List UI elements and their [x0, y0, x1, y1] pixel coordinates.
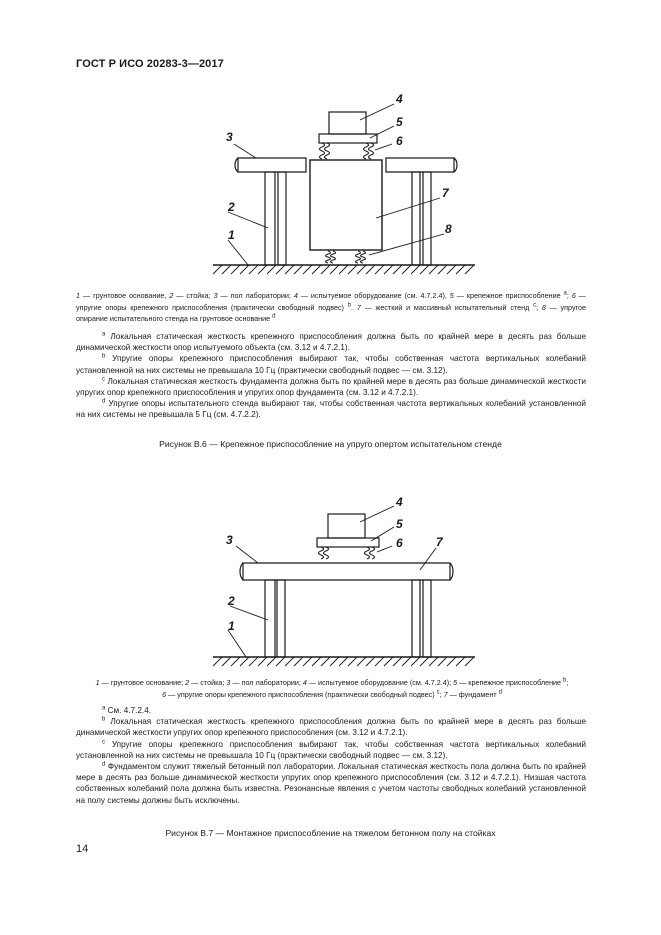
figure-note: $^b$ Упругие опоры крепежного приспособления выбирают так, чтобы собственная частота вертикальных колебаний установленной на них системы не превышала 10 Гц (практически свободный подвес — см. 3.12). [76, 353, 586, 375]
fig6-label-6: 6 [396, 134, 403, 148]
fig6-label-4: 4 [396, 92, 403, 106]
ground-hatch-line [402, 657, 411, 666]
legend-footnote-mark: d [498, 689, 502, 696]
figure-b6-caption: Рисунок В.6 — Крепежное приспособление на упруго опертом испытательном стенде [159, 439, 502, 449]
fig6-label-2: 2 [228, 200, 235, 214]
legend-footnote-mark: c [533, 302, 537, 309]
legend-item-number: 7 [443, 689, 448, 699]
ground-hatch-line [438, 657, 447, 666]
ground-hatch-line [312, 265, 321, 274]
ground-hatch-line [411, 657, 420, 666]
ground-hatch-line [240, 265, 249, 274]
legend-item-number: 6 [571, 291, 576, 300]
note-footnote-mark: d [102, 761, 106, 768]
ground-hatch-line [285, 657, 294, 666]
fig7-label-2: 2 [228, 594, 235, 608]
ground-hatch-line [447, 657, 456, 666]
fig6-label-8: 8 [445, 222, 452, 236]
legend-item-number: 1 [95, 678, 100, 687]
legend-footnote-mark: b [347, 302, 352, 309]
note-footnote-mark: a [102, 331, 106, 338]
fig6-label-1: 1 [228, 228, 235, 242]
ground-hatch-line [447, 265, 456, 274]
ground-hatch-line [456, 657, 465, 666]
legend-item-number: 7 [356, 302, 361, 312]
ground-hatch-line [438, 265, 447, 274]
figure-b7-legend: 1 — грунтовое основание; 2 — стойка; 3 — пол лаборатории; 4 — испытуемое оборудование (см. 4.7.2.4); 5 — крепежное приспособление $^b$; 6 — упругие опоры крепежного приспособления (практически свободный подвес) $^c$; 7 — фундамент $^d$ [95, 677, 569, 699]
ground-hatch-line [321, 265, 330, 274]
legend-item-number: 1 [76, 291, 80, 300]
legend-footnote-mark: b [563, 677, 567, 684]
legend-item-number: 5 [449, 291, 454, 300]
ground-hatch-line [348, 265, 357, 274]
note-footnote-mark: b [102, 353, 106, 360]
ground-hatch-line [258, 657, 267, 666]
ground-hatch-line [420, 657, 429, 666]
legend-item-number: 4 [302, 678, 307, 687]
ground-hatch-line [357, 657, 366, 666]
fig7-label-6: 6 [396, 536, 403, 550]
ground-hatch-line [456, 265, 465, 274]
note-footnote-mark: b [102, 716, 106, 723]
ground-hatch-line [222, 265, 231, 274]
ground-hatch-line [420, 265, 429, 274]
note-footnote-mark: d [102, 398, 106, 405]
figure-note: $^b$ Локальная статическая жесткость крепежного приспособления должна быть по крайней мере в десять раз больше динамической жесткости упругих опор крепежного приспособления (см. 3.12 и 4.7.2.1). [76, 716, 586, 738]
ground-hatch-line [357, 265, 366, 274]
note-footnote-mark: c [102, 738, 105, 745]
ground-hatch-line [465, 657, 474, 666]
figure-note: $^d$ Фундаментом служит тяжелый бетонный пол лаборатории. Локальная статическая жесткость пола должна быть по крайней мере в десять раз больше динамической жесткости упругих опор крепежного приспособления (см. 3.12 и 4.7.2.1). Низшая частота собственных колебаний пола должна быть известна. Резонансные явления с учетом частоты свободных колебаний установленной на полу системы должны быть исключены. [76, 761, 586, 805]
ground-hatch-line [240, 657, 249, 666]
ground-hatch-line [375, 657, 384, 666]
legend-item-number: 5 [453, 678, 458, 687]
ground-hatch-line [429, 265, 438, 274]
figure-note: $^a$ Локальная статическая жесткость крепежного приспособления должна быть по крайней мере в десять раз больше динамической жесткости опор испытуемого объекта (см. 3.12 и 4.7.2.1). [76, 331, 586, 353]
ground-hatch-line [402, 265, 411, 274]
ground-hatch-line [294, 265, 303, 274]
ground-hatch-line [267, 657, 276, 666]
ground-hatch-line [393, 657, 402, 666]
figure-b7-notes [76, 705, 586, 806]
ground-hatch-line [330, 265, 339, 274]
fig7-label-5: 5 [396, 517, 403, 531]
note-footnote-mark: c [102, 376, 105, 383]
figure-note: $^c$ Упругие опоры крепежного приспособления выбирают так, чтобы собственная частота вертикальных колебаний установленной на них системы не превышала 10 Гц (практически свободный подвес — см. 3.12). [76, 738, 586, 760]
legend-item-number: 3 [213, 291, 218, 300]
ground-hatch-line [258, 265, 267, 274]
ground-hatch-line [393, 265, 402, 274]
fig6-label-5: 5 [396, 115, 403, 129]
legend-item-number: 6 [162, 689, 167, 699]
ground-hatch-line [339, 265, 348, 274]
figure-b6-notes [76, 331, 586, 421]
figure-b7-caption: Рисунок В.7 — Монтажное приспособление на тяжелом бетонном полу на стойках [165, 828, 496, 838]
ground-hatch-line [375, 265, 384, 274]
fig7-label-7: 7 [436, 535, 443, 549]
ground-hatch-line [348, 657, 357, 666]
ground-hatch-line [276, 265, 285, 274]
ground-hatch-line [276, 657, 285, 666]
ground-hatch-line [231, 265, 240, 274]
legend-footnote-mark: d [272, 313, 276, 320]
figure-note: $^c$ Локальная статическая жесткость фундамента должна быть по крайней мере в десять раз больше динамической жесткости упругих опор крепежного приспособления и упругих опор фундамента (см. 3.12 и 4.7.2.1). [76, 376, 586, 398]
ground-hatch-line [285, 265, 294, 274]
fig6-label-7: 7 [442, 186, 449, 200]
ground-hatch-line [429, 657, 438, 666]
ground-hatch-line [330, 657, 339, 666]
ground-hatch-line [249, 657, 258, 666]
ground-hatch-line [384, 265, 393, 274]
legend-item-number: 2 [169, 291, 174, 300]
fig7-label-3: 3 [226, 533, 233, 547]
ground-hatch-line [249, 265, 258, 274]
legend-footnote-mark: a [563, 290, 567, 297]
figure-b7-drawing [0, 480, 661, 680]
legend-item-number: 2 [185, 678, 190, 687]
ground-hatch-line [213, 657, 222, 666]
ground-hatch-line [465, 265, 474, 274]
figure-note: $^a$ См. 4.7.2.4. [102, 705, 152, 715]
ground-hatch-line [222, 657, 231, 666]
fig7-label-1: 1 [228, 619, 235, 633]
ground-hatch-line [411, 265, 420, 274]
ground-hatch-line [321, 657, 330, 666]
ground-hatch-line [303, 265, 312, 274]
fig7-label-4: 4 [396, 495, 403, 509]
ground-hatch-line [267, 265, 276, 274]
ground-hatch-line [312, 657, 321, 666]
legend-item-number: 3 [226, 678, 231, 687]
legend-footnote-mark: c [436, 689, 440, 696]
ground-hatch-line [231, 657, 240, 666]
page-number: 14 [76, 843, 89, 855]
document-header: ГОСТ Р ИСО 20283-3—2017 [76, 58, 224, 70]
figure-b6-drawing [0, 0, 661, 290]
note-footnote-mark: a [102, 705, 106, 712]
ground-hatch-line [213, 265, 222, 274]
ground-hatch-line [366, 657, 375, 666]
ground-hatch-line [366, 265, 375, 274]
figure-note: $^d$ Упругие опоры испытательного стенда выбирают так, чтобы собственная частота вертикальных колебаний установленной на них системы не превышала 5 Гц (см. 4.7.2.2). [76, 398, 586, 420]
fig6-label-3: 3 [226, 130, 233, 144]
legend-item-number: 8 [541, 302, 546, 312]
ground-hatch-line [339, 657, 348, 666]
legend-item-number: 4 [293, 291, 298, 300]
ground-hatch-line [294, 657, 303, 666]
figure-b6-legend: 1 — грунтовое основание, 2 — стойка; 3 — пол лаборатории; 4 — испытуемое оборудование (см. 4.7.2.4), 5 — крепежное приспособление $^a$; 6 — упругие опоры крепежного приспособления (практически свободный подвес) $^b$. 7 — жесткий и массивный испытательный стенд $^c$; 8 — упругое опирание испытательного стенда на грунтовое основание $^d$ [76, 290, 586, 323]
ground-hatch-line [384, 657, 393, 666]
ground-hatch-line [303, 657, 312, 666]
